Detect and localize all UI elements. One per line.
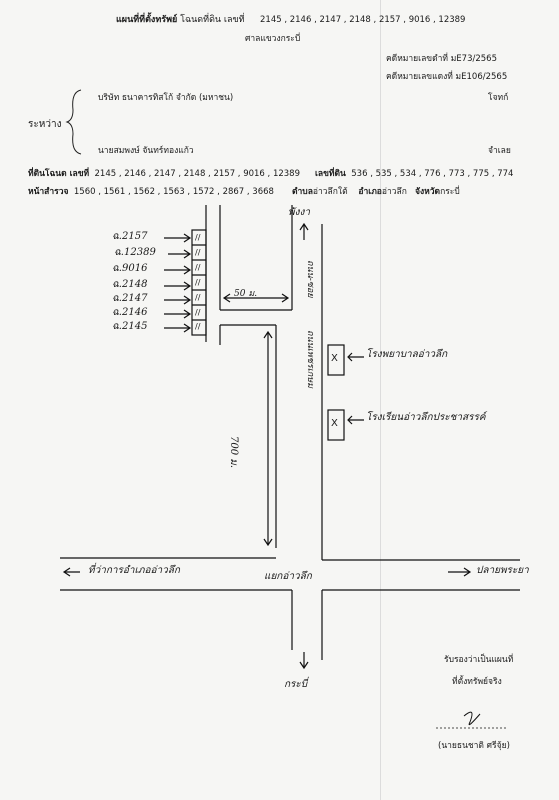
certification-line-1: รับรองว่าเป็นแผนที่ bbox=[444, 655, 514, 665]
parcel-label: ฉ.12389 bbox=[114, 247, 156, 258]
school-label: โรงเรียนอ่าวลึกประชาสรรค์ bbox=[366, 412, 486, 423]
parcel-mark: // bbox=[195, 233, 201, 242]
main-road-label: ถนนเพชรเกษม bbox=[305, 330, 315, 389]
page-title: แผนที่ที่ตั้งทรัพย์ โฉนดที่ดิน เลขที่ bbox=[116, 15, 245, 25]
east-destination-label: ปลายพระยา bbox=[476, 565, 529, 576]
parcel-mark: // bbox=[195, 308, 201, 317]
plaintiff-name: บริษัท ธนาคารทิสโก้ จำกัด (มหาชน) bbox=[98, 93, 234, 103]
distance-50m-label: 50 ม. bbox=[234, 289, 258, 299]
parcel-mark: // bbox=[195, 293, 201, 302]
certification-line-2: ที่ตั้งทรัพย์จริง bbox=[452, 677, 502, 687]
south-destination-label: กระบี่ bbox=[284, 679, 308, 690]
defendant-name: นายสมพงษ์ จันทร์ทองแก้ว bbox=[98, 146, 194, 156]
intersection-label: แยกอ่าวลึก bbox=[264, 571, 312, 582]
title-deed-numbers: 2145 , 2146 , 2147 , 2148 , 2157 , 9016 , 12389 bbox=[260, 15, 466, 25]
parcel-label: ฉ.2148 bbox=[112, 279, 148, 290]
plaintiff-role: โจทก์ bbox=[488, 93, 509, 103]
parcel-label: ฉ.2157 bbox=[112, 231, 148, 242]
red-case-number: คดีหมายเลขแดงที่ มE106/2565 bbox=[386, 72, 508, 82]
distance-700m-label: 700 ม. bbox=[228, 436, 239, 469]
parcel-mark: // bbox=[195, 322, 201, 331]
parcel-label: ฉ.2145 bbox=[112, 321, 148, 332]
parcel-mark: // bbox=[195, 263, 201, 272]
parcel-mark: // bbox=[195, 278, 201, 287]
location-row: ตำบลอ่าวลึกใต้ อำเภออ่าวลึก จังหวัดกระบี่ bbox=[292, 187, 460, 197]
parcel-mark: // bbox=[195, 248, 201, 257]
parcel-label: ฉ.2147 bbox=[112, 293, 148, 304]
hospital-label: โรงพยาบาลอ่าวลึก bbox=[366, 349, 448, 360]
landmark-x-mark: X bbox=[331, 353, 338, 364]
side-road-label: ถนน-ซอย bbox=[305, 260, 315, 298]
signer-name: (นายธนชาติ ศรีจุ้ย) bbox=[438, 741, 510, 751]
between-label: ระหว่าง bbox=[28, 119, 62, 130]
deed-row: ที่ดินโฉนด เลขที่ 2145 , 2146 , 2147 , 2148 , 2157 , 9016 , 12389 bbox=[28, 169, 300, 179]
court-name: ศาลแขวงกระบี่ bbox=[245, 34, 301, 44]
parcel-label: ฉ.2146 bbox=[112, 307, 148, 318]
survey-row: หน้าสำรวจ 1560 , 1561 , 1562 , 1563 , 1572 , 2867 , 3668 bbox=[28, 187, 274, 197]
defendant-role: จำเลย bbox=[488, 146, 511, 156]
parcel-label: ฉ.9016 bbox=[112, 263, 148, 274]
land-number-row: เลขที่ดิน 536 , 535 , 534 , 776 , 773 , 775 , 774 bbox=[315, 169, 514, 179]
black-case-number: คดีหมายเลขดำที่ มE73/2565 bbox=[386, 54, 497, 64]
north-destination-label: พังงา bbox=[288, 207, 310, 218]
landmark-x-mark: X bbox=[331, 418, 338, 429]
district-office-label: ที่ว่าการอำเภออ่าวลึก bbox=[88, 565, 180, 576]
